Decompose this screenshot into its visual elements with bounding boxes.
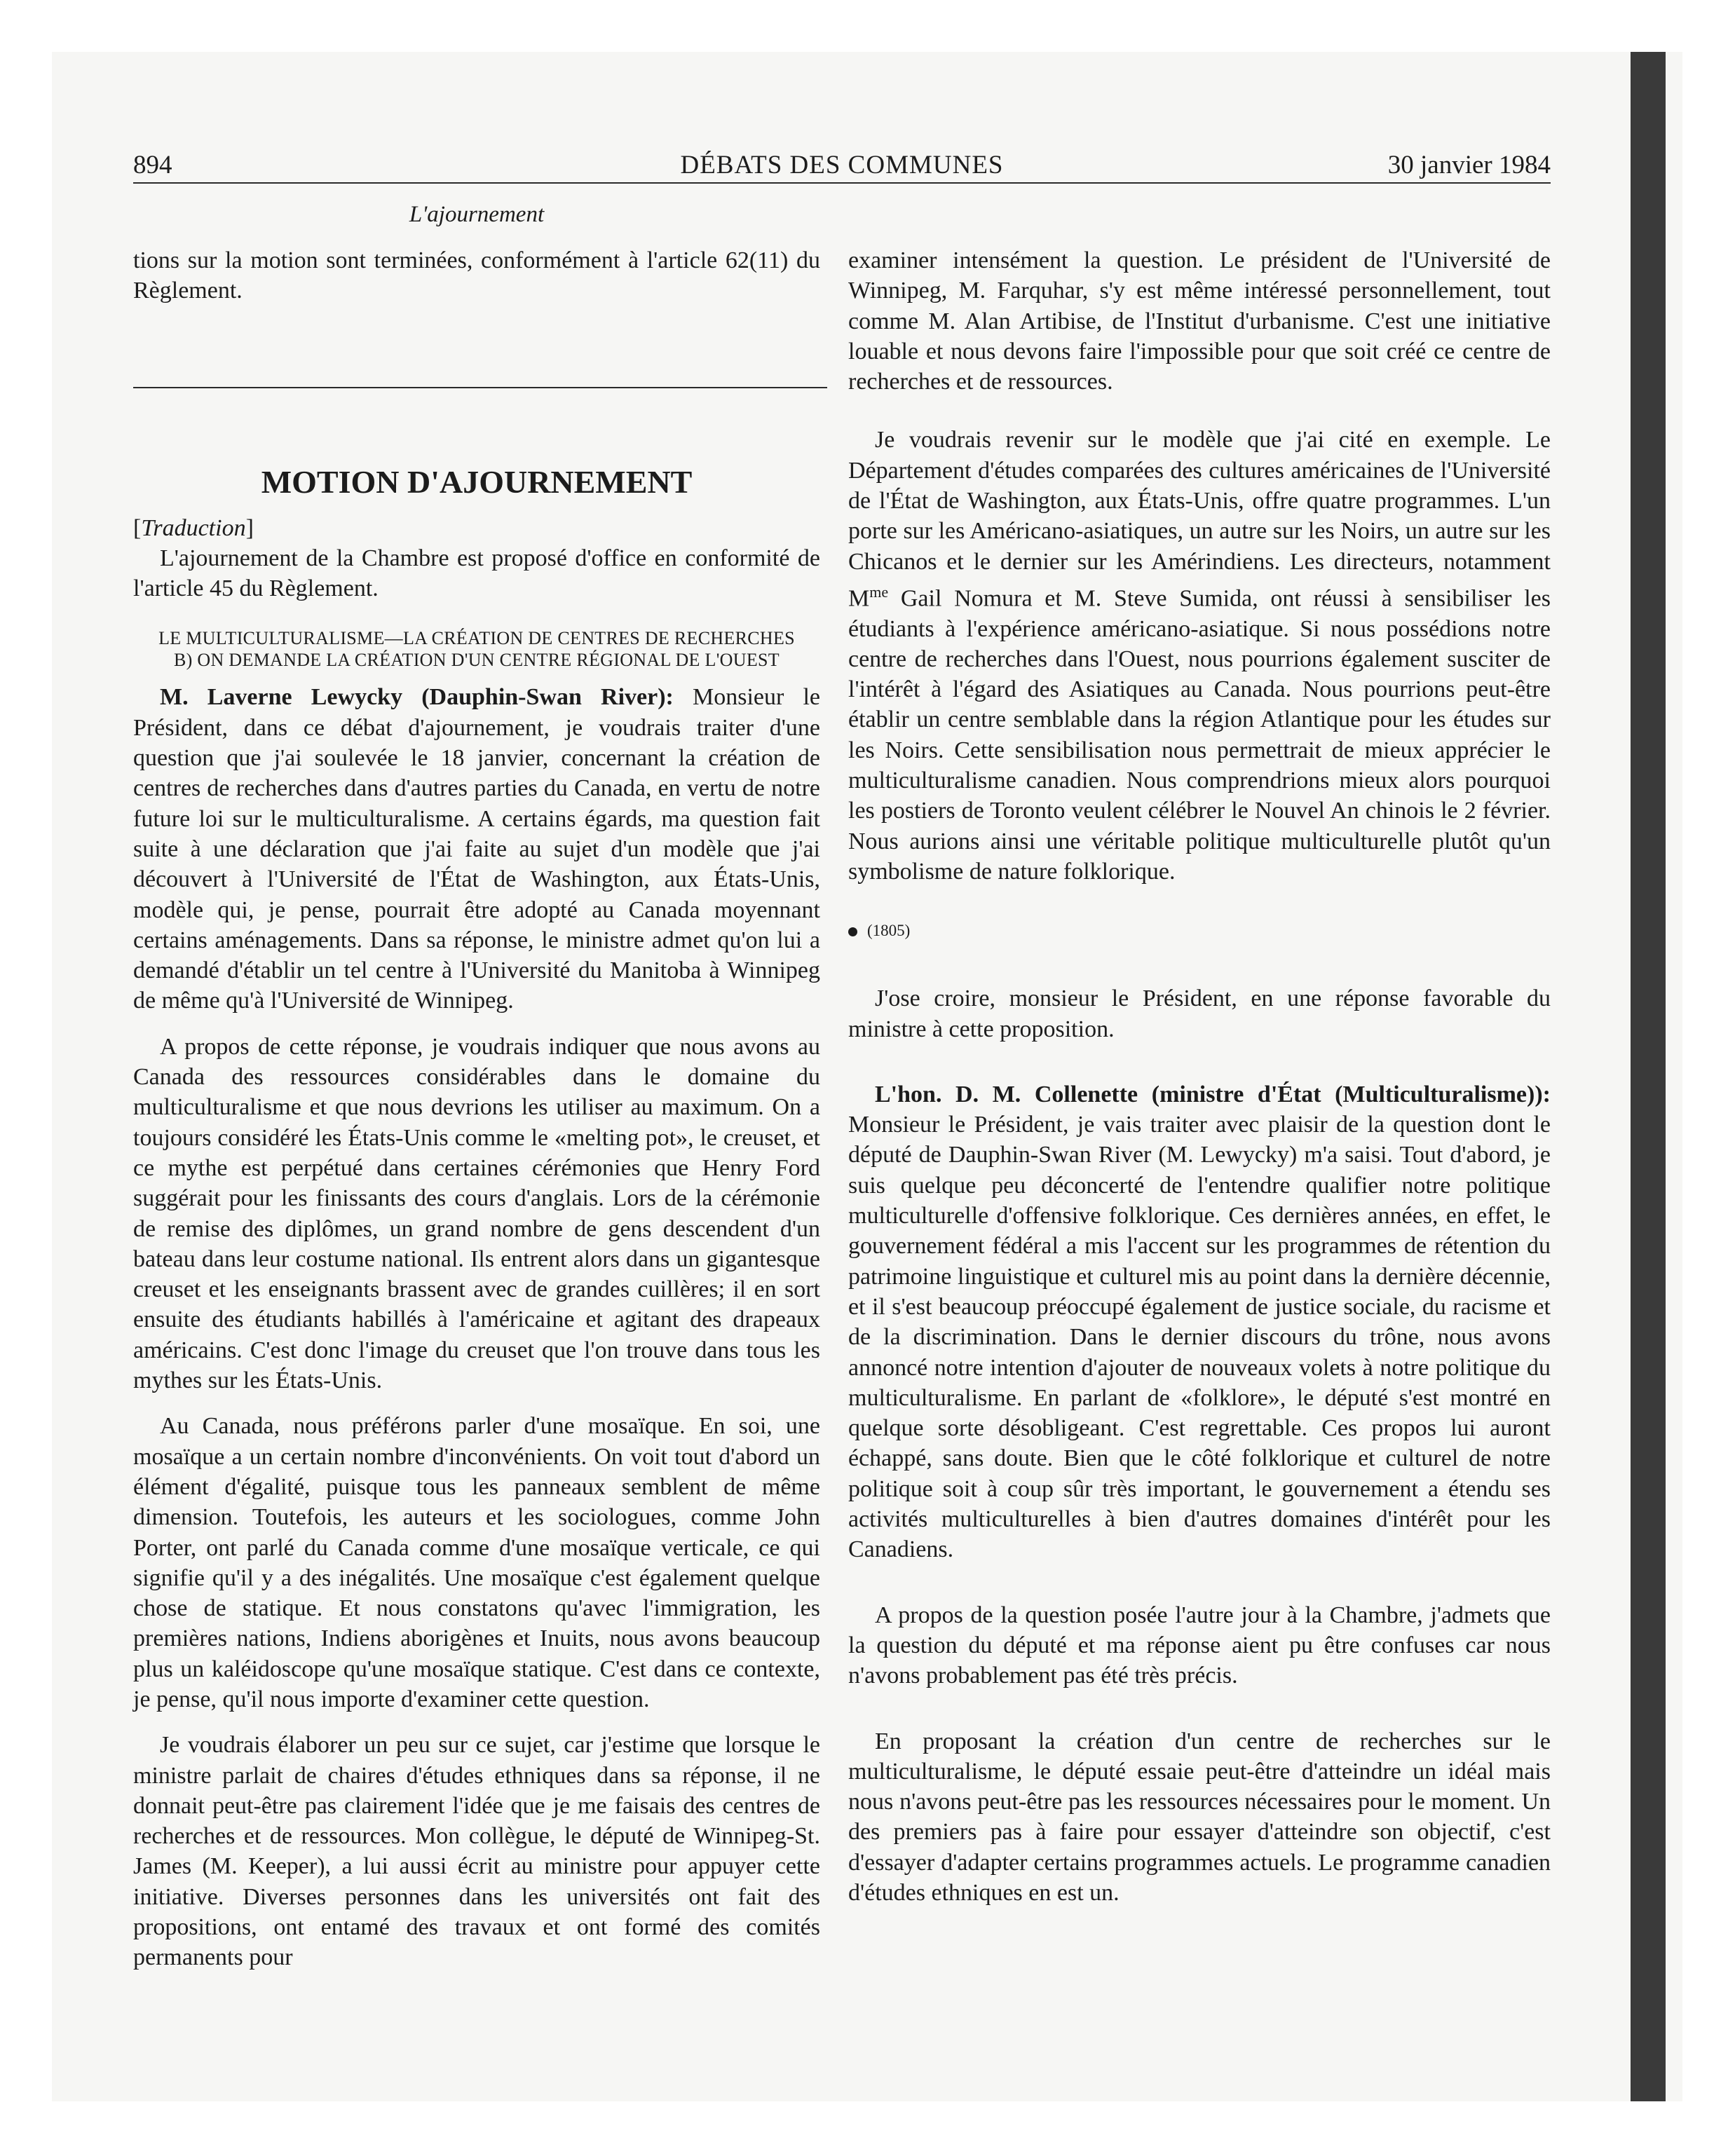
paragraph: Je voudrais élaborer un peu sur ce sujet, car j'estime que lorsque le ministre parlait de chaires d'études ethniques dans sa réponse, il ne donnait peut-être pas clairement l'idée que je me faisais des centres de recherches et de ressources. Mon collègue, le député de Winnipeg-St. James (M. Keeper), a lui aussi écrit au ministre pour appuyer cette initiative. Diverses personnes dans les universités ont fait des propositions, ont entamé des travaux et ont formé des comités permanents pour <box>133 1732 820 1971</box>
paragraph: A propos de cette réponse, je voudrais indiquer que nous avons au Canada des ressources considérables dans le domaine du multiculturalisme et que nous devrions les utiliser au maximum. On a toujours considéré les États-Unis comme le «melting pot», le creuset, et ce mythe est perpétué dans certaines cérémonies que Henry Ford suggérait pour les finissants des cours d'anglais. Lors de la cérémonie de remise des diplômes, un grand nombre de gens descendent d'un bateau dans leur costume national. Ils entrent alors dans un gigantesque creuset et les enseignants brassent avec de grandes cuillères; il en sort ensuite des étudiants habillés à l'américaine et agitant des drapeaux américains. C'est donc l'image du creuset que l'on trouve dans tous les mythes sur les États-Unis. <box>133 1033 820 1394</box>
paragraph: Au Canada, nous préférons parler d'une mosaïque. En soi, une mosaïque a un certain nombre d'inconvénients. On voit tout d'abord un élément d'égalité, puisque tous les panneaux semblent de même dimension. Toutefois, les auteurs et les sociologues, comme John Porter, ont parlé du Canada comme d'une mosaïque verticale, ce qui signifie qu'il y a des inégalités. Une mosaïque c'est également quelque chose de statique. Et nous constatons qu'avec l'immigration, les premières nations, Indiens aborigènes et Inuits, nous avons beaucoup plus un kaléidoscope qu'une mosaïque statique. C'est dans ce contexte, je pense, qu'il nous importe d'examiner cette question. <box>133 1413 820 1712</box>
speaker-name: M. Laverne Lewycky (Dauphin-Swan River): <box>160 684 674 711</box>
paragraph-text: Monsieur le Président, je vais traiter avec plaisir de la question dont le député de Dauphin-Swan River (M. Lewycky) m'a saisi. Tout d'abord, je suis quelque peu déconcerté de l'entendre qualifier notre politique multiculturelle d'offensive folklorique. Ces dernières années, en effet, le gouvernement fédéral a mis l'accent sur les programmes de rétention du patrimoine linguistique et culturel mis au point dans la dernière décennie, et il s'est beaucoup préoccupé également de justice sociale, du racisme et de la discrimination. Dans le dernier discours du trône, nous avons annoncé notre intention d'ajouter de nouveaux volets à notre politique du multiculturalisme. En parlant de «folklore», le député s'est montré en quelque sorte désobligeant. C'est regrettable. Ces propos lui auront échappé, sans doute. Bien que le côté folklorique et culturel de notre politique soit à coup sûr très important, le gouvernement a étendu ses activités multiculturelles à bien d'autres domaines d'intérêt pour les Canadiens. <box>848 1112 1551 1563</box>
translation-note: [Traduction] <box>133 514 254 541</box>
paragraph-text: Monsieur le Président, dans ce débat d'ajournement, je voudrais traiter d'une question que j'ai soulevée le 18 janvier, concernant la création de centres de recherches dans d'autres parties du Canada, en vertu de notre future loi sur le multiculturalisme. A certains égards, ma question fait suite à une déclaration que j'ai faite au sujet d'un modèle que j'ai découvert à l'Université de l'État de Washington, aux États-Unis, modèle qui, je pense, pourrait être adopté au Canada moyennant certains aménagements. Dans sa réponse, le ministre admet qu'on lui a demandé d'établir un tel centre à l'Université du Manitoba à Winnipeg de même qu'à l'Université de Winnipeg. <box>133 684 821 1014</box>
motion-title: MOTION D'AJOURNEMENT <box>261 463 693 500</box>
carry-over-paragraph: tions sur la motion sont terminées, conformément à l'article 62(11) du Règlement. <box>133 247 820 304</box>
section-heading: L'ajournement <box>409 202 545 227</box>
translation-label: Traduction <box>141 514 246 541</box>
intro-paragraph: L'ajournement de la Chambre est proposé d'office en conformité de l'article 45 du Règlement. <box>133 545 820 602</box>
left-column <box>133 245 820 1973</box>
right-column <box>848 245 1551 1908</box>
bullet-icon <box>848 927 857 936</box>
paragraph <box>848 1079 1551 1565</box>
time-stamp: (1805) <box>867 922 911 940</box>
paragraph <box>133 682 820 1016</box>
publication-title: DÉBATS DES COMMUNES <box>680 151 1004 179</box>
time-marker <box>848 920 1551 941</box>
paragraph: En proposant la création d'un centre de recherches sur le multiculturalisme, le député essaie peut-être d'atteindre un idéal mais nous n'avons peut-être pas les ressources nécessaires pour le moment. Un des premiers pas à faire pour essayer d'atteindre son objectif, c'est d'essayer d'adapter certains programmes actuels. Le programme canadien d'études ethniques en est un. <box>848 1728 1551 1906</box>
scan-edge-bar <box>1631 52 1666 2101</box>
speaker-name: L'hon. D. M. Collenette (ministre d'État (Multiculturalisme)): <box>875 1081 1551 1107</box>
page-number: 894 <box>133 151 172 179</box>
paragraph: A propos de la question posée l'autre jour à la Chambre, j'admets que la question du député et ma réponse aient pu être confuses car nous n'avons probablement pas été très précis. <box>848 1602 1551 1689</box>
page-date: 30 janvier 1984 <box>1387 151 1551 179</box>
section-divider <box>133 387 827 388</box>
running-head <box>133 149 1551 184</box>
paragraph: Je voudrais revenir sur le modèle que j'ai cité en exemple. Le Département d'études comparées des cultures américaines de l'Université de l'État de Washington, aux États-Unis, offre quatre programmes. L'un porte sur les Américano-asiatiques, un autre sur les Noirs, un autre sur les Chicanos et le dernier sur les Amérindiens. Les directeurs, notamment $M^{me}$ Gail Nomura et M. Steve Sumida, ont réussi à sensibiliser les étudiants à l'expérience américano-asiatique. Si nous possédions notre centre de recherches dans l'Ouest, nous pourrions également susciter de l'intérêt à l'égard des Asiatiques au Canada. Nous pourrions peut-être établir un centre semblable dans la région Atlantique pour les études sur les Noirs. Cette sensibilisation nous permettrait de mieux apprécier le multiculturalisme canadien. Nous comprendrions mieux alors pourquoi les postiers de Toronto veulent célébrer le Nouvel An chinois le 2 février. Nous aurions ainsi une véritable politique multiculturelle plutôt qu'un symbolisme de nature folklorique. <box>848 427 1551 885</box>
carry-over-paragraph: examiner intensément la question. Le président de l'Université de Winnipeg, M. Farquhar, s'y est même intéressé personnellement, tout comme M. Alan Artibise, de l'Institut d'urbanisme. C'est une initiative louable et nous devons faire l'impossible pour que soit créé ce centre de recherches et de ressources. <box>848 247 1551 395</box>
topic-heading: LE MULTICULTURALISME—LA CRÉATION DE CENTRES DE RECHERCHES B) ON DEMANDE LA CRÉATION D'UN CENTRE RÉGIONAL DE L'OUEST <box>158 628 795 671</box>
paragraph: J'ose croire, monsieur le Président, en une réponse favorable du ministre à cette proposition. <box>848 985 1551 1042</box>
